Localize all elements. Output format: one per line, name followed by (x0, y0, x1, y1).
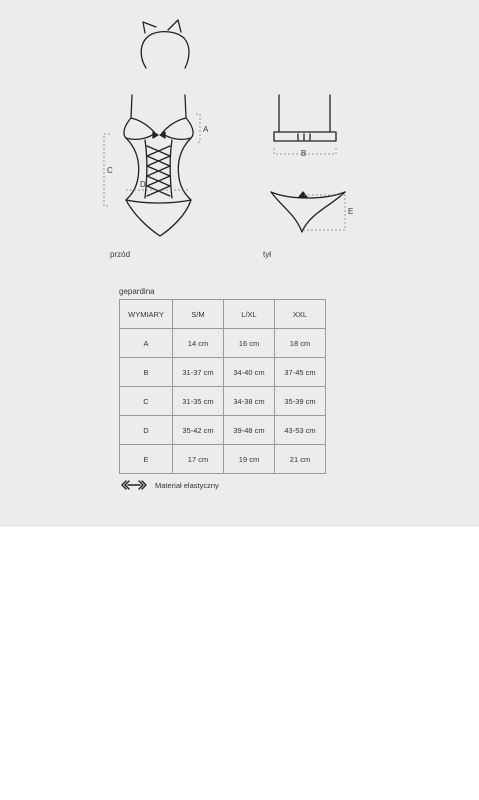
dimension-B-label: B (301, 149, 307, 158)
dimension-E-line (304, 195, 345, 230)
size-table-header-cell: WYMIARY (120, 300, 173, 329)
garment-technical-drawing (0, 0, 479, 270)
front-bodysuit-drawing (124, 95, 193, 236)
size-table-cell: 39-48 cm (224, 416, 275, 445)
size-table-cell: A (120, 329, 173, 358)
size-table-row (120, 445, 326, 474)
size-table-cell: B (120, 358, 173, 387)
size-table-cell: 31-35 cm (173, 387, 224, 416)
dimension-D-label: D (140, 180, 146, 189)
size-table-row (120, 416, 326, 445)
legend-label: Materiał elastyczny (155, 480, 219, 490)
size-table (119, 299, 326, 474)
size-table-row (120, 358, 326, 387)
back-thong-drawing (271, 192, 345, 232)
back-bra-drawing (274, 95, 336, 141)
dimension-C-label: C (107, 166, 113, 175)
size-table-header-row (120, 300, 326, 329)
elastic-material-legend (121, 480, 219, 490)
size-table-cell: 18 cm (275, 329, 326, 358)
size-table-cell: 17 cm (173, 445, 224, 474)
size-table-cell: 34-40 cm (224, 358, 275, 387)
size-table-row (120, 329, 326, 358)
size-table-cell: D (120, 416, 173, 445)
size-table-cell: 34-38 cm (224, 387, 275, 416)
size-table-cell: 35-42 cm (173, 416, 224, 445)
dimension-A-line (196, 114, 200, 142)
front-view-label: przód (110, 250, 131, 259)
dimension-E-label: E (348, 207, 354, 216)
size-table-cell: E (120, 445, 173, 474)
size-table-cell: 31-37 cm (173, 358, 224, 387)
size-table-cell: 35-39 cm (275, 387, 326, 416)
back-view-label: tył (263, 250, 271, 259)
size-table-row (120, 387, 326, 416)
size-table-cell: 21 cm (275, 445, 326, 474)
dimension-A-label: A (203, 125, 209, 134)
size-table-header-cell: L/XL (224, 300, 275, 329)
size-table-header-cell: XXL (275, 300, 326, 329)
product-name: gepardina (119, 287, 155, 296)
size-table-cell: C (120, 387, 173, 416)
size-table-cell: 16 cm (224, 329, 275, 358)
size-table-cell: 14 cm (173, 329, 224, 358)
size-table-cell: 19 cm (224, 445, 275, 474)
size-table-header-cell: S/M (173, 300, 224, 329)
size-table-cell: 43-53 cm (275, 416, 326, 445)
elastic-arrows-icon (121, 480, 147, 490)
size-table-cell: 37-45 cm (275, 358, 326, 387)
cat-ears-headband-drawing (141, 20, 189, 68)
